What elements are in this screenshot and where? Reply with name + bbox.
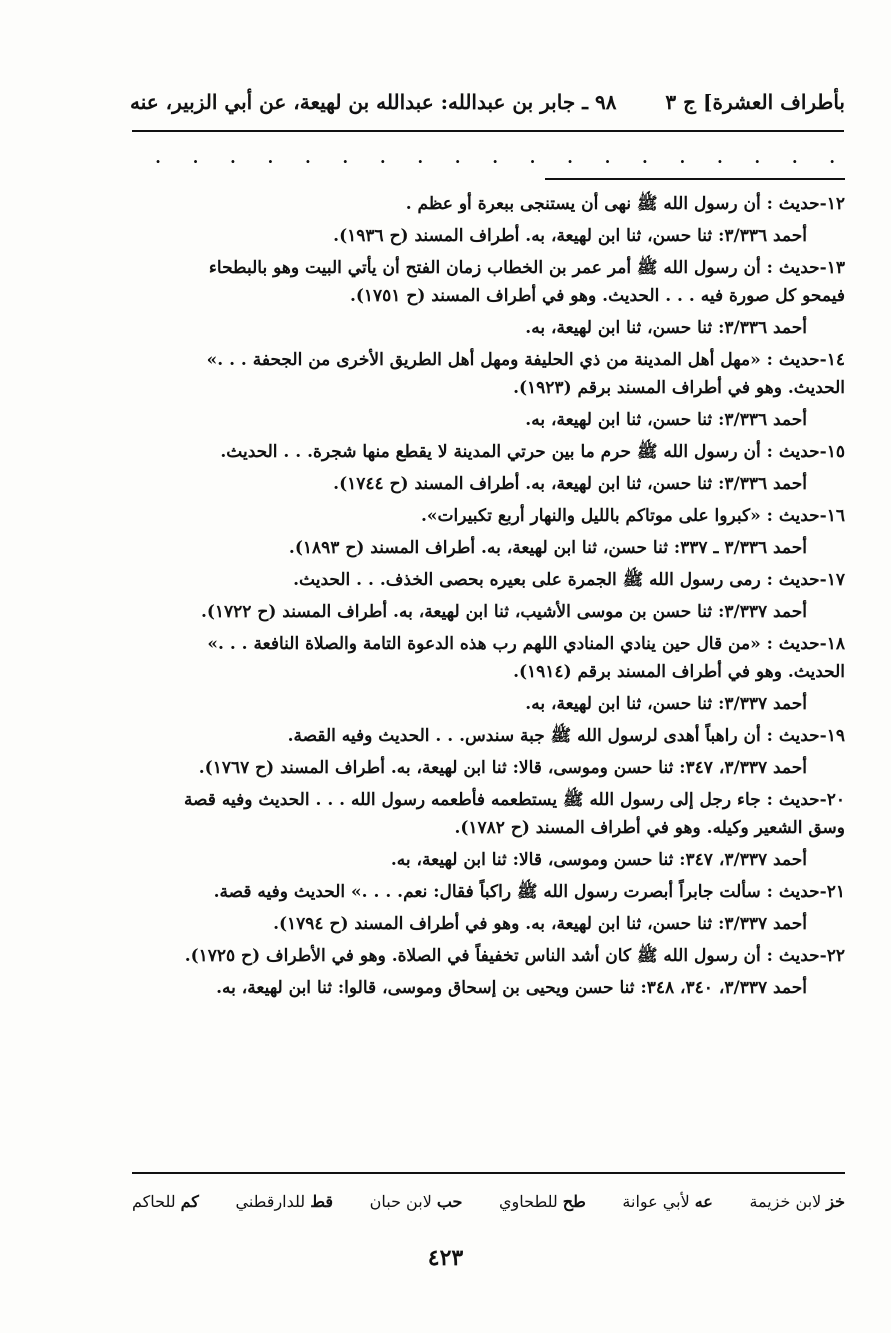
abbreviation-name: للطحاوي: [499, 1192, 558, 1211]
abbreviation-code: عه: [694, 1192, 713, 1211]
running-header: [130, 82, 845, 122]
reference-line: أحمد ٣/٣٣٧، ٣٤٠، ٣٤٨: ثنا حسن ويحيى بن إسحاق وموسى، قالوا: ثنا ابن لهيعة، به.: [216, 978, 807, 998]
abbreviation-item: [749, 1192, 845, 1211]
ellipsis-dot: .: [417, 148, 424, 167]
section-rule: [545, 178, 845, 180]
hadith-line: ١٨-حديث : «من قال حين ينادي المنادي اللهم رب هذه الدعوة التامة والصلاة النافعة . . .»: [207, 634, 845, 654]
hadith-line: ١٤-حديث : «مهل أهل المدينة من ذي الحليفة ومهل أهل الطريق الأخرى من الجحفة . . .»: [206, 350, 845, 370]
hadith-line: فيمحو كل صورة فيه . . . الحديث. وهو في أطراف المسند (ح ١٧٥١).: [349, 286, 845, 306]
reference-line: أحمد ٣/٣٣٦: ثنا حسن، ثنا ابن لهيعة، به. أطراف المسند (ح ١٩٣٦).: [333, 226, 807, 246]
abbreviation-name: للحاكم: [132, 1192, 176, 1211]
ellipsis-dot: .: [642, 148, 648, 167]
reference-line: أحمد ٣/٣٣٧: ثنا حسن، ثنا ابن لهيعة، به. وهو في أطراف المسند (ح ١٧٩٤).: [273, 914, 807, 934]
reference-line: أحمد ٣/٣٣٧: ثنا حسن بن موسى الأشيب، ثنا ابن لهيعة، به. أطراف المسند (ح ١٧٢٢).: [200, 602, 807, 622]
hadith-list: [132, 193, 845, 1009]
header-rule: [132, 130, 844, 132]
abbreviation-item: [622, 1192, 712, 1211]
ellipsis-dot: .: [829, 148, 835, 167]
hadith-line: ١٢-حديث : أن رسول الله ﷺ نهى أن يستنجى ببعرة أو عظم .: [405, 194, 845, 214]
ellipsis-dot: .: [192, 148, 199, 167]
reference-line: أحمد ٣/٣٣٧، ٣٤٧: ثنا حسن وموسى، قالا: ثنا ابن لهيعة، به. أطراف المسند (ح ١٧٦٧).: [198, 758, 807, 778]
ellipsis-dot: .: [529, 148, 536, 167]
hadith-line: ٢٠-حديث : جاء رجل إلى رسول الله ﷺ يستطعمه فأطعمه رسول الله . . . الحديث وفيه قصة: [183, 790, 845, 810]
abbreviation-code: كم: [180, 1192, 199, 1211]
hadith-line: ١٩-حديث : أن راهباً أهدى لرسول الله ﷺ جبة سندس. . . الحديث وفيه القصة.: [287, 726, 845, 746]
footer-rule: [132, 1172, 845, 1174]
abbreviation-name: لأبي عوانة: [622, 1192, 690, 1211]
reference-line: أحمد ٣/٣٣٧، ٣٤٧: ثنا حسن وموسى، قالا: ثنا ابن لهيعة، به.: [390, 850, 807, 870]
hadith-line: ١٦-حديث : «كبروا على موتاكم بالليل والنهار أربع تكبيرات».: [420, 506, 845, 526]
reference-line: أحمد ٣/٣٣٧: ثنا حسن، ثنا ابن لهيعة، به.: [525, 694, 807, 714]
ellipsis-dot: .: [342, 148, 349, 167]
abbreviation-item: [499, 1192, 586, 1211]
reference-line: أحمد ٣/٣٣٦: ثنا حسن، ثنا ابن لهيعة، به.: [525, 318, 807, 338]
header-title: ٩٨ ـ جابر بن عبدالله: عبدالله بن لهيعة، عن أبي الزبير، عنه: [130, 90, 617, 114]
abbreviation-code: خز: [826, 1192, 845, 1211]
ellipsis-dot: .: [230, 148, 236, 167]
abbreviation-item: [132, 1192, 199, 1211]
hadith-line: وسق الشعير وكيله. وهو في أطراف المسند (ح ١٧٨٢).: [454, 818, 845, 838]
ellipsis-dot: .: [679, 148, 686, 167]
ellipsis-dot: .: [567, 148, 573, 167]
ellipsis-dot: .: [492, 148, 498, 167]
page-number: ٤٢٣: [427, 1245, 464, 1271]
hadith-line: ١٣-حديث : أن رسول الله ﷺ أمر عمر بن الخطاب زمان الفتح أن يأتي البيت وهو بالبطحاء: [208, 258, 845, 278]
hadith-line: الحديث. وهو في أطراف المسند برقم (١٩٢٣).: [513, 378, 845, 398]
ellipsis-dot: .: [791, 148, 798, 167]
header-chapter: بأطراف العشرة] ج ٣: [665, 90, 845, 114]
hadith-line: الحديث. وهو في أطراف المسند برقم (١٩١٤).: [513, 662, 845, 682]
ellipsis-dot: .: [604, 148, 611, 167]
abbreviation-code: طح: [562, 1192, 586, 1211]
abbreviation-name: لابن حبان: [369, 1192, 432, 1211]
ellipsis-dot: .: [717, 148, 723, 167]
hadith-line: ٢٢-حديث : أن رسول الله ﷺ كان أشد الناس تخفيفاً في الصلاة. وهو في الأطراف (ح ١٧٢٥).: [184, 946, 845, 966]
hadith-line: ١٥-حديث : أن رسول الله ﷺ حرم ما بين حرتي المدينة لا يقطع منها شجرة. . . الحديث.: [220, 442, 845, 462]
abbreviation-code: قط: [310, 1192, 334, 1211]
reference-line: أحمد ٣/٣٣٦: ثنا حسن، ثنا ابن لهيعة، به. أطراف المسند (ح ١٧٤٤).: [333, 474, 807, 494]
ellipsis-dot: .: [267, 148, 274, 167]
reference-line: أحمد ٣/٣٣٦ ـ ٣٣٧: ثنا حسن، ثنا ابن لهيعة، به. أطراف المسند (ح ١٨٩٣).: [288, 538, 807, 558]
hadith-line: ١٧-حديث : رمى رسول الله ﷺ الجمرة على بعيره بحصى الخذف. . . الحديث.: [293, 570, 845, 590]
abbreviation-name: لابن خزيمة: [749, 1192, 822, 1211]
reference-line: أحمد ٣/٣٣٦: ثنا حسن، ثنا ابن لهيعة، به.: [525, 410, 807, 430]
abbreviation-item: [236, 1192, 334, 1211]
abbreviation-item: [370, 1192, 463, 1211]
ellipsis-dot: .: [379, 148, 386, 167]
abbreviation-key: [132, 1192, 845, 1211]
abbreviation-name: للدارقطني: [235, 1192, 306, 1211]
hadith-line: ٢١-حديث : سألت جابراً أبصرت رسول الله ﷺ راكباً فقال: نعم. . . .» الحديث وفيه قصة.: [213, 882, 845, 902]
ellipsis-dot: .: [754, 148, 761, 167]
ellipsis-dot: .: [155, 148, 161, 167]
abbreviation-code: حب: [436, 1192, 463, 1211]
ellipsis-dot: .: [305, 148, 311, 167]
ellipsis-dot: .: [454, 148, 461, 167]
ellipsis-row: [155, 148, 835, 167]
